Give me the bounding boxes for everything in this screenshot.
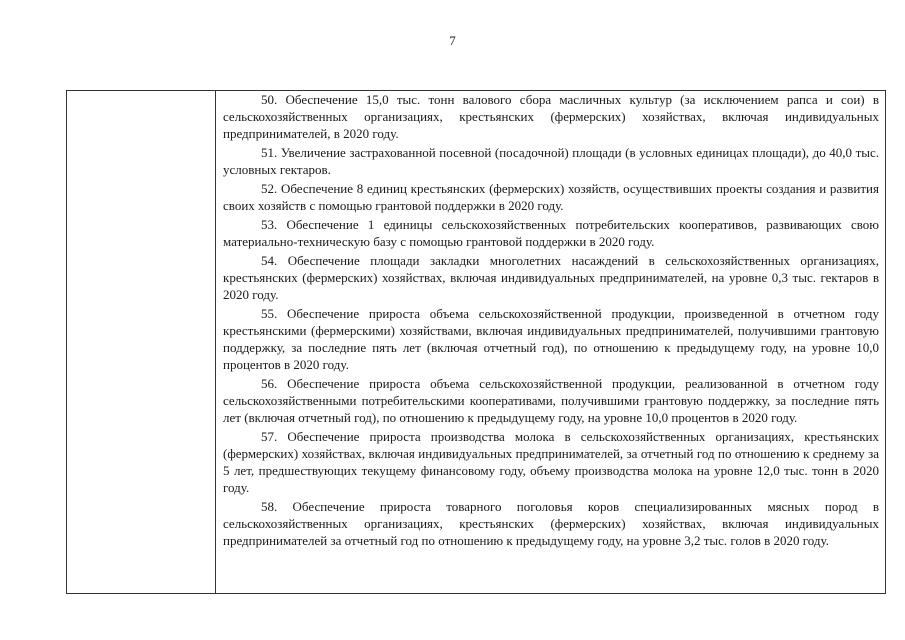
list-item-53: 53. Обеспечение 1 единицы сельскохозяйственных потребительских кооперативов, развивающих свою материально-техническую базу с помощью грантовой поддержки в 2020 году.: [223, 217, 879, 249]
list-item-50: 50. Обеспечение 15,0 тыс. тонн валового сбора масличных культур (за исключением рапса и сои) в сельскохозяйственных организациях, крестьянских (фермерских) хозяйствах, включая индивидуальных предпринимателей, в 2020 году.: [223, 92, 879, 141]
list-item-52: 52. Обеспечение 8 единиц крестьянских (фермерских) хозяйств, осуществивших проекты создания и развития своих хозяйств с помощью грантовой поддержки в 2020 году.: [223, 181, 879, 213]
list-item-51: 51. Увеличение застрахованной посевной (посадочной) площади (в условных единицах площади), до 40,0 тыс. условных гектаров.: [223, 145, 879, 177]
document-table: [66, 90, 886, 594]
list-item-58: 58. Обеспечение прироста товарного поголовья коров специализированных мясных пород в сельскохозяйственных организациях, крестьянских (фермерских) хозяйствах, включая индивидуальных предпринимателей за отчетный год по отношению к предыдущему году, на уровне 3,2 тыс. голов в 2020 году.: [223, 499, 879, 548]
list-item-54: 54. Обеспечение площади закладки многолетних насаждений в сельскохозяйственных организациях, крестьянских (фермерских) хозяйствах, включая индивидуальных предпринимателей, на уровне 0,3 тыс. гектаров в 2020 году.: [223, 253, 879, 302]
list-item-56: 56. Обеспечение прироста объема сельскохозяйственной продукции, реализованной в отчетном году сельскохозяйственными потребительскими кооперативами, получившими грантовую поддержку, за последние пять лет (включая отчетный год), по отношению к предыдущему году, на уровне 10,0 процентов в 2020 году.: [223, 376, 879, 425]
list-item-57: 57. Обеспечение прироста производства молока в сельскохозяйственных организациях, крестьянских (фермерских) хозяйствах, включая индивидуальных предпринимателей, за отчетный год по отношению к среднему за 5 лет, предшествующих текущему финансовому году, объему производства молока на уровне 12,0 тыс. тонн в 2020 году.: [223, 429, 879, 495]
table-left-column: [67, 91, 216, 593]
page-number: 7: [449, 33, 456, 48]
list-item-55: 55. Обеспечение прироста объема сельскохозяйственной продукции, произведенной в отчетном году крестьянскими (фермерскими) хозяйствами, включая индивидуальных предпринимателей, получившими грантовую поддержку, за последние пять лет (включая отчетный год), по отношению к предыдущему году, на уровне 10,0 процентов в 2020 году.: [223, 306, 879, 372]
table-right-column: [216, 91, 885, 593]
